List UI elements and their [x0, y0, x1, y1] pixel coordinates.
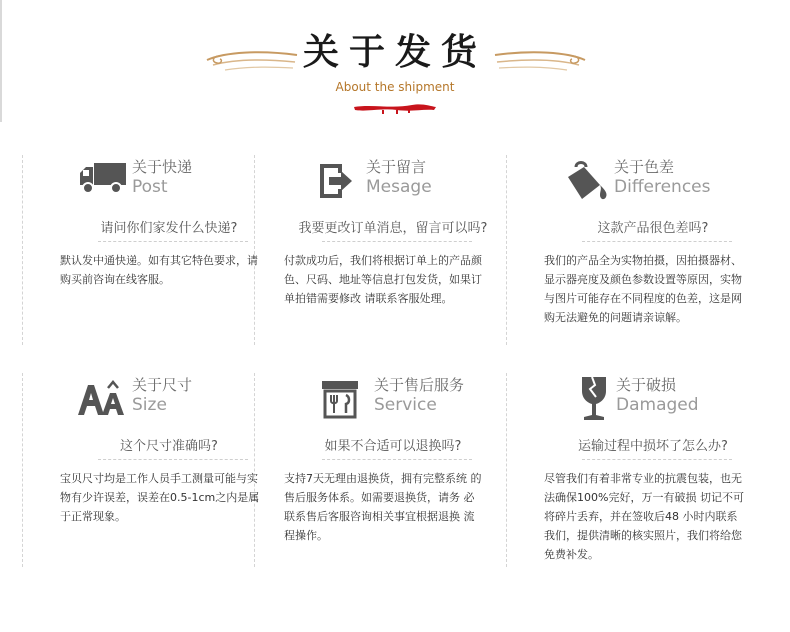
card-question: 这个尺寸准确吗? — [120, 439, 218, 454]
card-title-zh: 关于色差 — [614, 158, 675, 176]
card-question: 如果不合适可以退换吗? — [324, 439, 462, 454]
divider-line — [22, 373, 23, 567]
card-body: 支持7天无理由退换货，拥有完整系统 的售后服务体系。如需要退换货，请务 必联系售后客服咨询相关事宜根据退换 流程操作。 — [284, 472, 482, 542]
font-size-icon — [76, 379, 128, 419]
paint-bucket-icon — [562, 159, 610, 203]
card-title-en: Post — [132, 177, 168, 197]
question-underline — [582, 241, 732, 242]
card-title-zh: 关于尺寸 — [132, 376, 193, 394]
question-underline — [582, 459, 732, 460]
card-header — [58, 155, 280, 215]
card-title-zh: 关于破损 — [616, 376, 677, 394]
card-body: 默认发中通快递。如有其它特色要求，请购买前咨询在线客服。 — [60, 254, 258, 286]
card-question: 请问你们家发什么快递? — [100, 221, 238, 236]
card-header — [282, 155, 504, 215]
red-brush-ornament-icon — [352, 101, 438, 115]
section-header — [0, 0, 790, 125]
card-title-en: Service — [374, 395, 437, 415]
faq-grid — [22, 155, 770, 567]
card-title-en: Mesage — [366, 177, 432, 197]
question-underline — [322, 459, 472, 460]
card-header — [542, 373, 764, 433]
card-title-zh: 关于售后服务 — [374, 376, 465, 394]
question-underline — [322, 241, 472, 242]
page-title: 关于发货 — [302, 31, 487, 73]
card-title-en: Damaged — [616, 395, 699, 415]
card-header — [282, 373, 504, 433]
card-title-zh: 关于快递 — [132, 158, 193, 176]
service-box-icon — [320, 379, 360, 419]
truck-icon — [78, 161, 128, 195]
card-body: 我们的产品全为实物拍摄，因拍摄器材、显示器亮度及颜色参数设置等原因，实物与图片可能存在不同程度的色差，这是网购无法避免的问题请亲谅解。 — [544, 254, 742, 324]
card-body: 宝贝尺寸均是工作人员手工测量可能与实物有少许误差，误差在0.5-1cm之内是属于正常现象。 — [60, 472, 260, 523]
card-question: 这款产品很色差吗? — [597, 221, 709, 236]
card-body: 尽管我们有着非常专业的抗震包装，也无法确保100%完好，万一有破损 切记不可将碎片丢弃，并在签收后48 小时内联系我们，提供清晰的核实照片，我们将给您免费补发。 — [544, 472, 744, 561]
right-cloud-ornament-icon — [492, 46, 587, 74]
question-underline — [98, 459, 248, 460]
card-body: 付款成功后，我们将根据订单上的产品颜色、尺码、地址等信息打包发货，如果订单拍错需要修改 请联系客服处理。 — [284, 254, 482, 305]
card-title-zh: 关于留言 — [366, 158, 427, 176]
card-header — [542, 155, 764, 215]
card-question: 运输过程中损坏了怎么办? — [578, 439, 728, 454]
question-underline — [98, 241, 248, 242]
card-header — [58, 373, 280, 433]
card-title-en: Size — [132, 395, 167, 415]
divider-line — [22, 155, 23, 345]
card-question: 我要更改订单消息，留言可以吗? — [298, 221, 488, 236]
message-exit-icon — [316, 161, 356, 201]
page-subtitle: About the shipment — [335, 80, 455, 94]
divider-line — [506, 155, 507, 345]
card-title-en: Differences — [614, 177, 711, 197]
divider-line — [506, 373, 507, 567]
broken-glass-icon — [578, 375, 610, 421]
